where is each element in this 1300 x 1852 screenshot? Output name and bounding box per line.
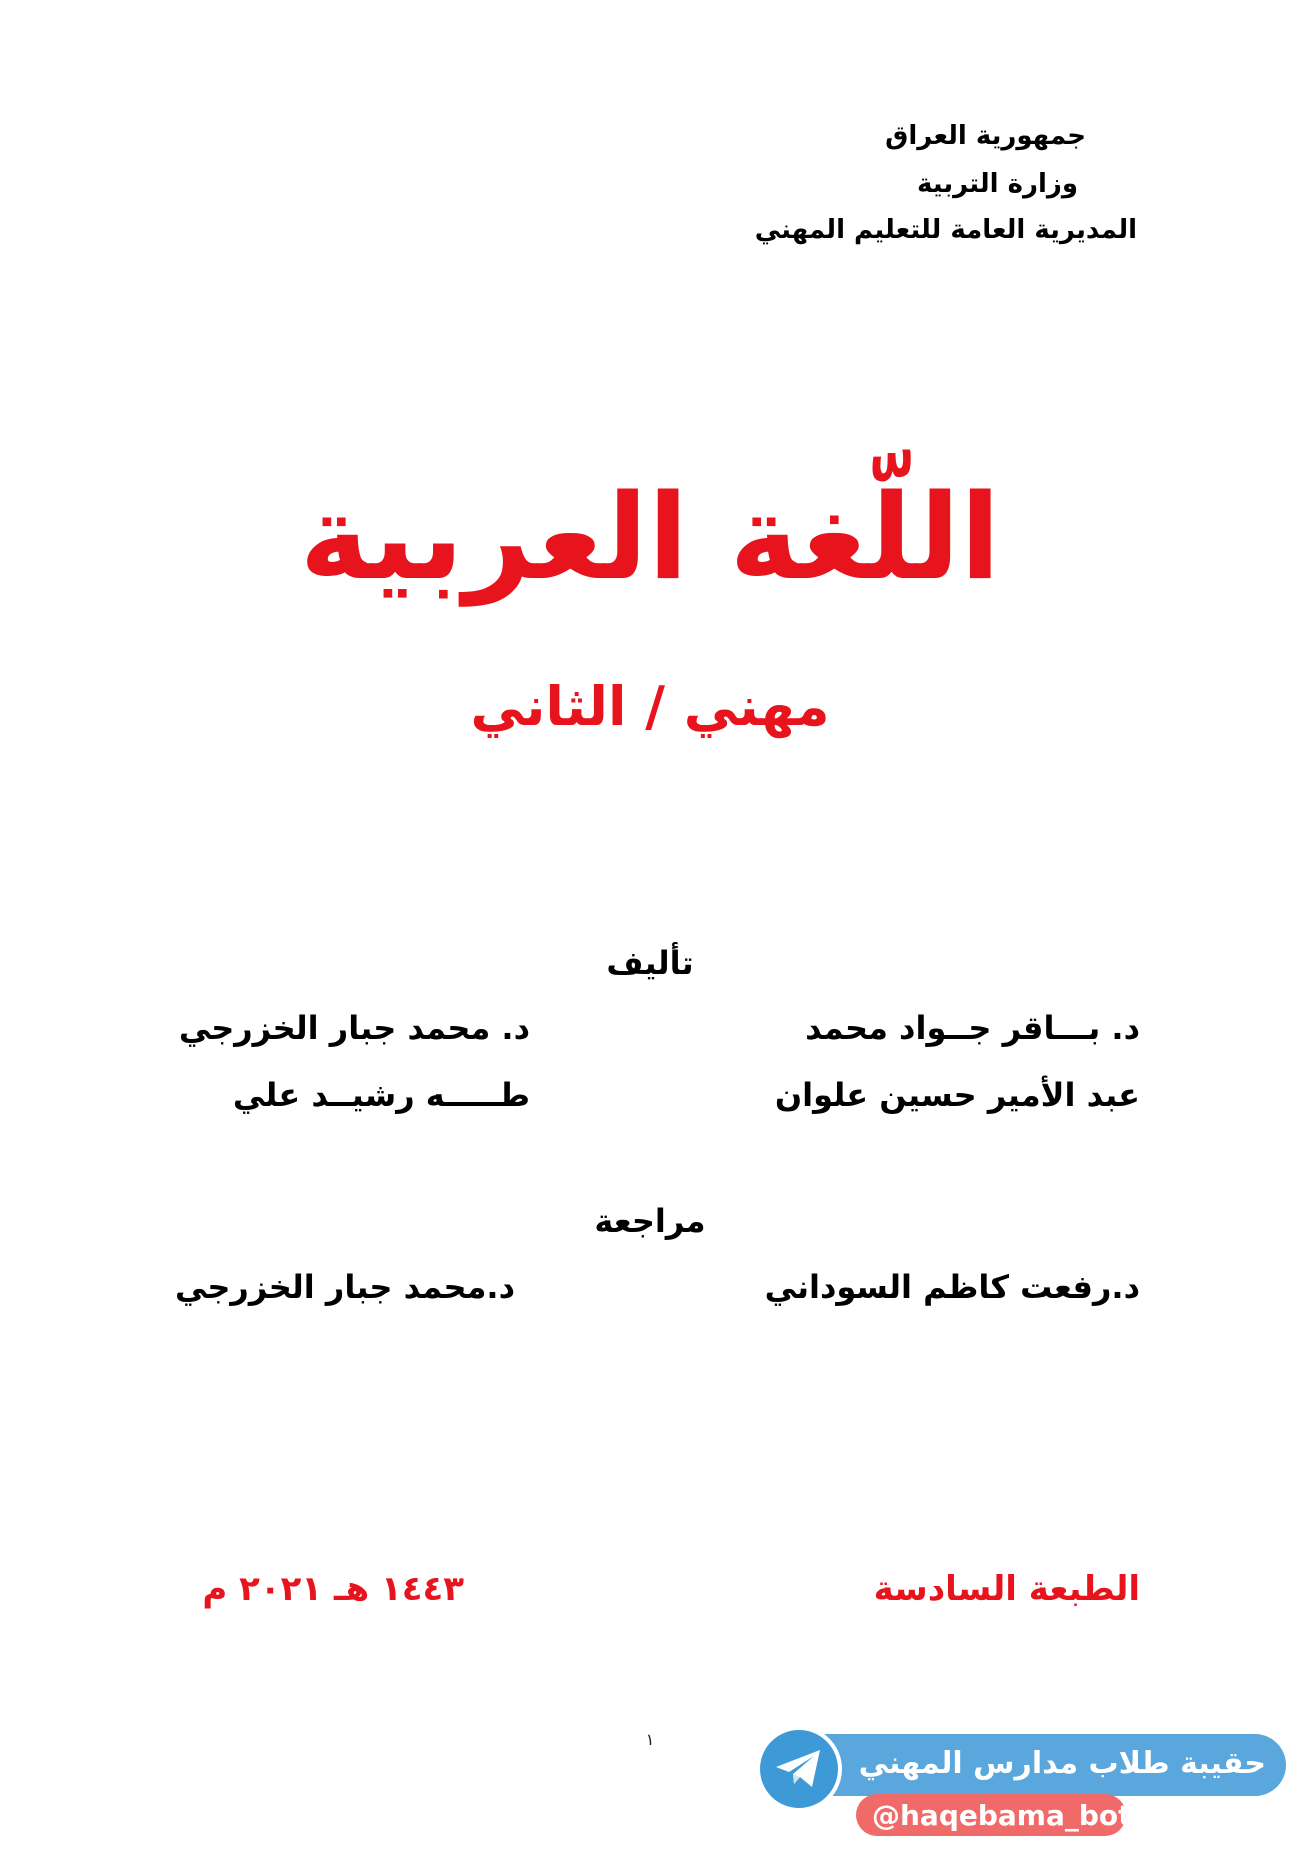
edition-date: ١٤٤٣ هـ ٢٠٢١ م (202, 1569, 464, 1609)
edition-label: الطبعة السادسة (873, 1569, 1140, 1609)
author-name: عبد الأمير حسين علوان (774, 1076, 1140, 1114)
watermark-handle: @haqebama_bot (872, 1799, 1132, 1832)
header-directorate: المديرية العامة للتعليم المهني (754, 215, 1137, 245)
reviewer-name: د.رفعت كاظم السوداني (764, 1268, 1140, 1306)
telegram-icon (756, 1726, 842, 1812)
authors-heading: تأليف (606, 944, 694, 982)
telegram-watermark (756, 1726, 1290, 1838)
document-subtitle: مهني / الثاني (470, 675, 830, 738)
reviewer-name: د.محمد جبار الخزرجي (174, 1268, 515, 1306)
header-country: جمهورية العراق (885, 121, 1086, 151)
author-name: طـــــه رشيــد علي (232, 1076, 530, 1114)
page-number: ١ (645, 1730, 655, 1749)
header-ministry: وزارة التربية (916, 169, 1078, 199)
author-name: د. محمد جبار الخزرجي (178, 1009, 530, 1047)
review-heading: مراجعة (594, 1202, 706, 1240)
document-title: اللّغة العربية (299, 468, 1001, 606)
watermark-text: حقيبة طلاب مدارس المهني (858, 1746, 1266, 1781)
author-name: د. بـــاقر جــواد محمد (805, 1009, 1140, 1047)
